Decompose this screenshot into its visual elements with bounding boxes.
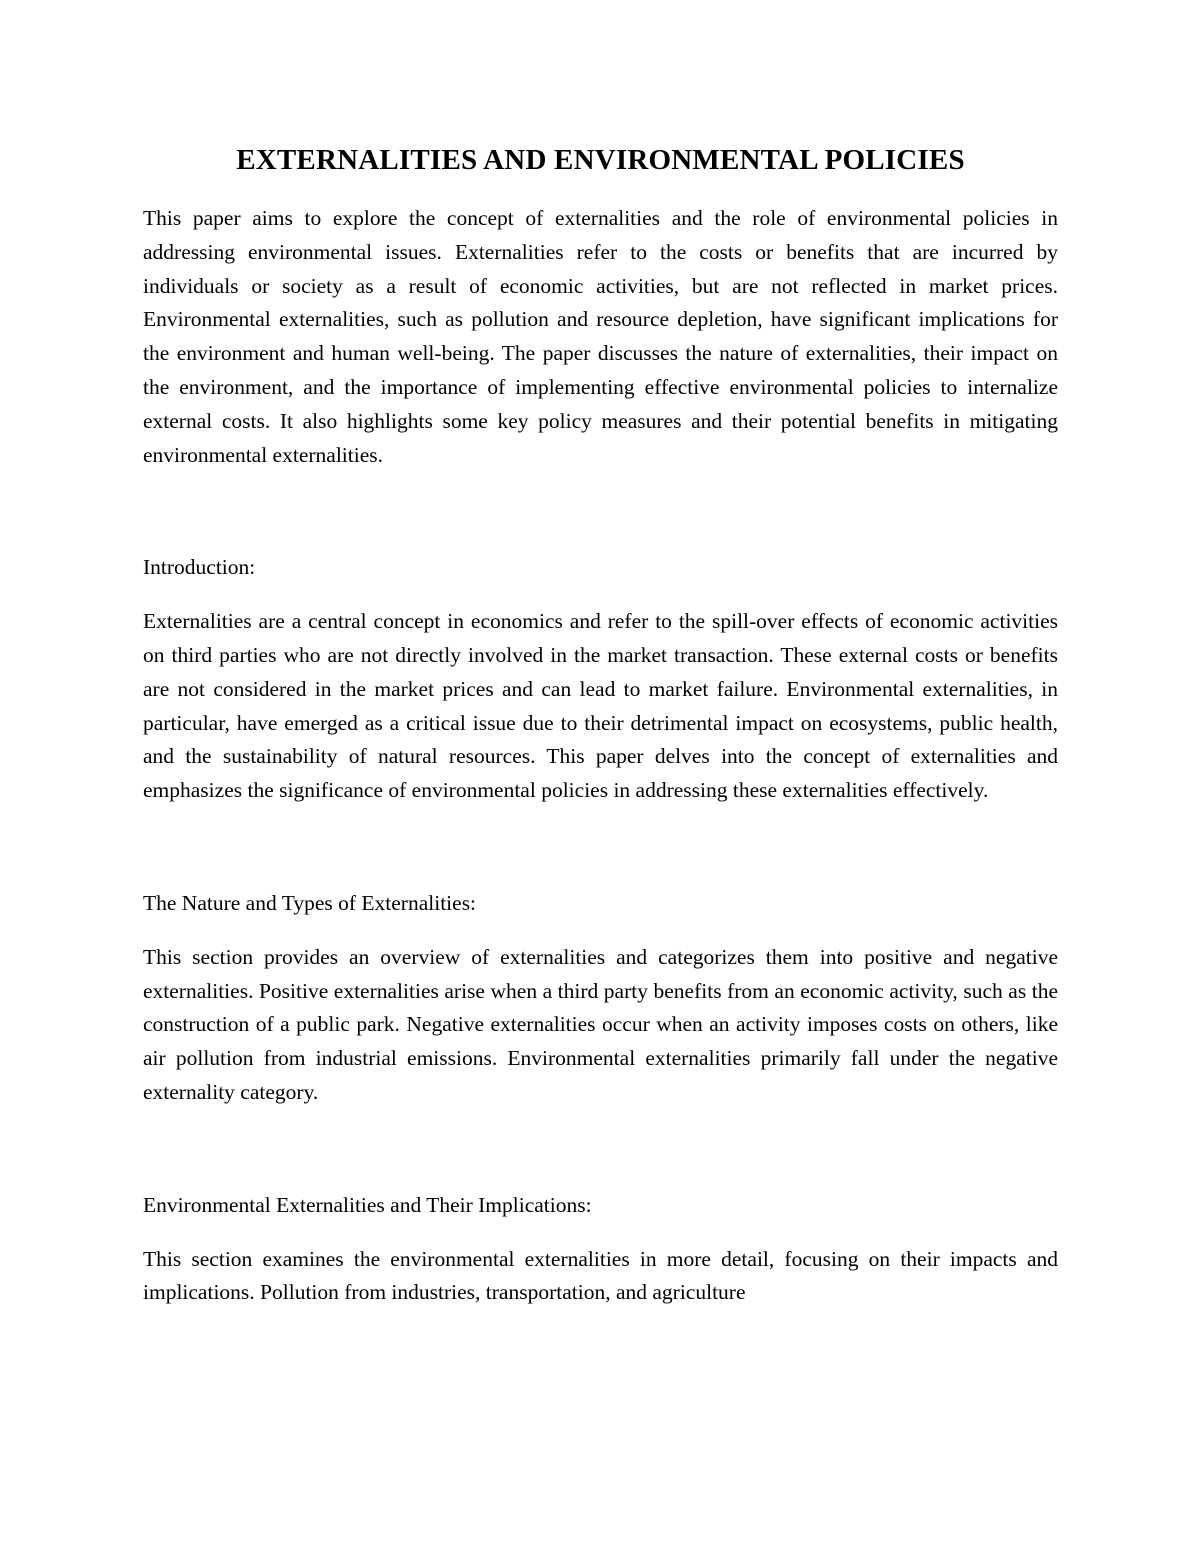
abstract-paragraph: This paper aims to explore the concept of externalities and the role of environmental policies in addressing environmental issues. Externalities refer to the costs or benefits that are incurred by individuals or society as a result of economic activities, but are not reflected in market prices. Environmental externalities, such as pollution and resource depletion, have significant implications for the environment and human well-being. The paper discusses the nature of externalities, their impact on the environment, and the importance of implementing effective environmental policies to internalize external costs. It also highlights some key policy measures and their potential benefits in mitigating environmental externalities.	[143, 206, 1058, 467]
section-body-environmental-implications: This section examines the environmental externalities in more detail, focusing on their impacts and implications. Pollution from industries, transportation, and agriculture	[143, 1246, 1058, 1305]
section-heading-nature-types: The Nature and Types of Externalities:	[143, 890, 477, 915]
section-body-introduction: Externalities are a central concept in economics and refer to the spill-over effects of economic activities on third parties who are not directly involved in the market transaction. These external costs or benefits are not considered in the market prices and can lead to market failure. Environmental externalities, in particular, have emerged as a critical issue due to their detrimental impact on ecosystems, public health, and the sustainability of natural resources. This paper delves into the concept of externalities and emphasizes the significance of environmental policies in addressing these externalities effectively.	[143, 609, 1058, 803]
section-heading-environmental-implications: Environmental Externalities and Their Implications:	[143, 1192, 592, 1217]
document-title: EXTERNALITIES AND ENVIRONMENTAL POLICIES	[236, 144, 965, 176]
section-heading-introduction: Introduction:	[143, 555, 256, 580]
document-content	[143, 140, 1058, 1310]
section-body-nature-types: This section provides an overview of externalities and categorizes them into positive and negative externalities. Positive externalities arise when a third party benefits from an economic activity, such as the construction of a public park. Negative externalities occur when an activity imposes costs on others, like air pollution from industrial emissions. Environmental externalities primarily fall under the negative externality category.	[143, 944, 1058, 1104]
